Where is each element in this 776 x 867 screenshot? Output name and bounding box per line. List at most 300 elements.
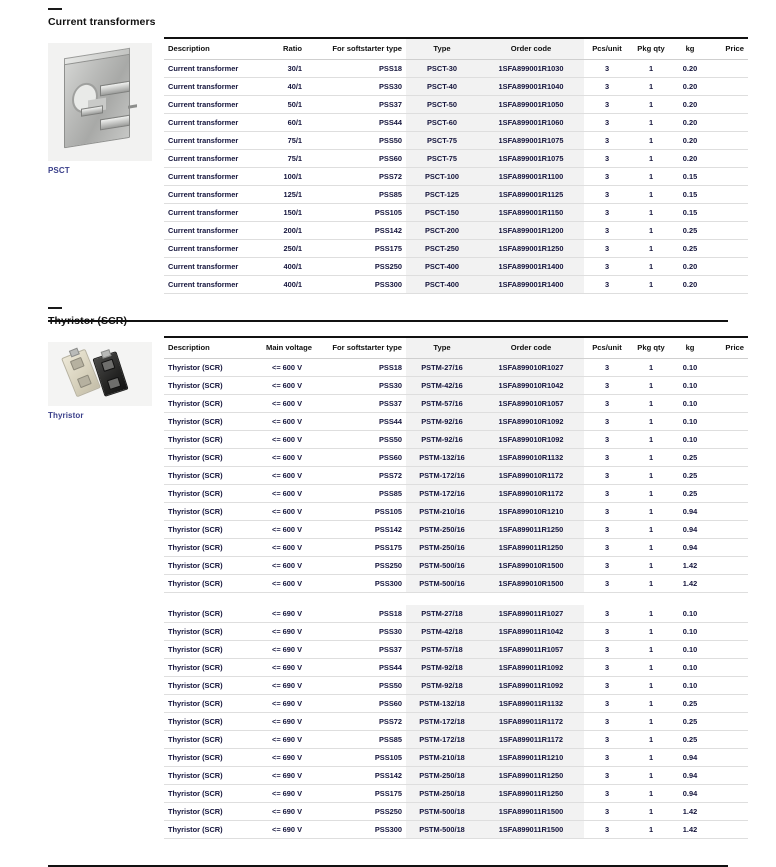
table-row	[164, 748, 748, 766]
cell-order-code: 1SFA899011R1500	[478, 820, 584, 838]
cell-ratio: <= 600 V	[262, 359, 306, 377]
cell-price	[708, 766, 748, 784]
cell-type: PSCT-30	[406, 60, 478, 78]
table-row	[164, 605, 748, 623]
cell-order-code: 1SFA899011R1132	[478, 694, 584, 712]
cell-price	[708, 503, 748, 521]
cell-price	[708, 521, 748, 539]
spacer-cell	[630, 593, 672, 605]
cell-ratio: 150/1	[262, 204, 306, 222]
cell-description: Current transformer	[164, 222, 262, 240]
table-row	[164, 431, 748, 449]
cell-pkg-qty: 1	[630, 575, 672, 593]
cell-pkg-qty: 1	[630, 748, 672, 766]
cell-order-code: 1SFA899001R1400	[478, 258, 584, 276]
table-row	[164, 150, 748, 168]
cell-price	[708, 395, 748, 413]
cell-price	[708, 449, 748, 467]
cell-softstarter-type: PSS85	[306, 730, 406, 748]
cell-softstarter-type: PSS50	[306, 132, 406, 150]
cell-pcs-unit: 3	[584, 395, 630, 413]
cell-pkg-qty: 1	[630, 676, 672, 694]
cell-pkg-qty: 1	[630, 60, 672, 78]
cell-price	[708, 748, 748, 766]
cell-kg: 0.15	[672, 168, 708, 186]
cell-kg: 1.42	[672, 802, 708, 820]
cell-description: Thyristor (SCR)	[164, 413, 262, 431]
cell-ratio: 40/1	[262, 78, 306, 96]
cell-order-code: 1SFA899001R1150	[478, 204, 584, 222]
cell-softstarter-type: PSS18	[306, 359, 406, 377]
cell-pkg-qty: 1	[630, 658, 672, 676]
cell-description: Thyristor (SCR)	[164, 431, 262, 449]
cell-pkg-qty: 1	[630, 132, 672, 150]
cell-pkg-qty: 1	[630, 694, 672, 712]
spacer-cell	[708, 593, 748, 605]
cell-softstarter-type: PSS142	[306, 521, 406, 539]
cell-pkg-qty: 1	[630, 240, 672, 258]
cell-kg: 0.94	[672, 539, 708, 557]
cell-pcs-unit: 3	[584, 766, 630, 784]
cell-description: Thyristor (SCR)	[164, 784, 262, 802]
cell-pkg-qty: 1	[630, 431, 672, 449]
cell-description: Thyristor (SCR)	[164, 766, 262, 784]
cell-ratio: <= 690 V	[262, 820, 306, 838]
table-row	[164, 766, 748, 784]
table-row	[164, 485, 748, 503]
cell-pcs-unit: 3	[584, 276, 630, 294]
cell-kg: 0.20	[672, 96, 708, 114]
cell-pcs-unit: 3	[584, 802, 630, 820]
cell-description: Thyristor (SCR)	[164, 359, 262, 377]
table-row	[164, 658, 748, 676]
cell-description: Current transformer	[164, 96, 262, 114]
cell-kg: 0.20	[672, 276, 708, 294]
cell-price	[708, 605, 748, 623]
table-row	[164, 204, 748, 222]
cell-type: PSCT-100	[406, 168, 478, 186]
thyristor-dark-module-shape	[92, 351, 128, 397]
cell-pcs-unit: 3	[584, 96, 630, 114]
ct-pin-shape	[128, 104, 137, 108]
cell-pkg-qty: 1	[630, 413, 672, 431]
cell-pcs-unit: 3	[584, 132, 630, 150]
cell-price	[708, 730, 748, 748]
cell-kg: 1.42	[672, 820, 708, 838]
section-title: Thyristor (SCR)	[48, 315, 128, 327]
cell-description: Thyristor (SCR)	[164, 467, 262, 485]
cell-order-code: 1SFA899001R1040	[478, 78, 584, 96]
spacer-cell	[306, 593, 406, 605]
table-head	[164, 337, 748, 359]
cell-pcs-unit: 3	[584, 240, 630, 258]
table-row	[164, 276, 748, 294]
table-row	[164, 377, 748, 395]
cell-pkg-qty: 1	[630, 622, 672, 640]
cell-softstarter-type: PSS18	[306, 605, 406, 623]
cell-price	[708, 186, 748, 204]
cell-description: Thyristor (SCR)	[164, 658, 262, 676]
table-row	[164, 60, 748, 78]
table-header-row	[164, 337, 748, 359]
cell-order-code: 1SFA899010R1092	[478, 431, 584, 449]
cell-order-code: 1SFA899010R1027	[478, 359, 584, 377]
section-thyristor-scr	[48, 307, 744, 867]
current-transformer-photo	[48, 43, 152, 161]
table-row	[164, 395, 748, 413]
cell-price	[708, 359, 748, 377]
cell-price	[708, 96, 748, 114]
cell-order-code: 1SFA899010R1172	[478, 485, 584, 503]
cell-description: Thyristor (SCR)	[164, 820, 262, 838]
cell-pkg-qty: 1	[630, 557, 672, 575]
cell-softstarter-type: PSS18	[306, 60, 406, 78]
cell-type: PSCT-50	[406, 96, 478, 114]
cell-description: Thyristor (SCR)	[164, 605, 262, 623]
cell-order-code: 1SFA899001R1075	[478, 132, 584, 150]
cell-pkg-qty: 1	[630, 485, 672, 503]
cell-price	[708, 539, 748, 557]
cell-type: PSCT-40	[406, 78, 478, 96]
cell-softstarter-type: PSS250	[306, 258, 406, 276]
table-wrapper-current-transformers	[164, 37, 744, 302]
cell-pcs-unit: 3	[584, 222, 630, 240]
cell-price	[708, 557, 748, 575]
cell-pcs-unit: 3	[584, 622, 630, 640]
cell-ratio: 400/1	[262, 276, 306, 294]
cell-pkg-qty: 1	[630, 802, 672, 820]
cell-price	[708, 222, 748, 240]
cell-order-code: 1SFA899001R1060	[478, 114, 584, 132]
cell-ratio: 200/1	[262, 222, 306, 240]
table-row	[164, 78, 748, 96]
table-row	[164, 258, 748, 276]
cell-kg: 0.10	[672, 658, 708, 676]
col-header-description: Description	[164, 38, 262, 60]
thyristor-tab-shape	[69, 348, 80, 358]
photo-caption: Thyristor	[48, 411, 84, 420]
table-row	[164, 96, 748, 114]
table-row	[164, 575, 748, 593]
cell-kg: 0.20	[672, 78, 708, 96]
product-photo-column	[48, 43, 152, 175]
cell-ratio: 250/1	[262, 240, 306, 258]
table-row	[164, 413, 748, 431]
cell-softstarter-type: PSS50	[306, 431, 406, 449]
cell-ratio: 125/1	[262, 186, 306, 204]
cell-price	[708, 431, 748, 449]
cell-type: PSCT-60	[406, 114, 478, 132]
cell-pcs-unit: 3	[584, 784, 630, 802]
cell-kg: 0.10	[672, 676, 708, 694]
cell-softstarter-type: PSS85	[306, 485, 406, 503]
cell-pcs-unit: 3	[584, 503, 630, 521]
cell-pcs-unit: 3	[584, 186, 630, 204]
col-header-order-code: Order code	[478, 38, 584, 60]
cell-pkg-qty: 1	[630, 168, 672, 186]
spacer-cell	[406, 593, 478, 605]
cell-description: Current transformer	[164, 78, 262, 96]
col-header-softstarter-type: For softstarter type	[306, 337, 406, 359]
cell-ratio: <= 600 V	[262, 467, 306, 485]
cell-pcs-unit: 3	[584, 820, 630, 838]
col-header-price: Price	[708, 337, 748, 359]
cell-kg: 0.25	[672, 694, 708, 712]
cell-pcs-unit: 3	[584, 730, 630, 748]
cell-softstarter-type: PSS175	[306, 539, 406, 557]
cell-type: PSCT-200	[406, 222, 478, 240]
cell-order-code: 1SFA899011R1250	[478, 539, 584, 557]
cell-pkg-qty: 1	[630, 784, 672, 802]
col-header-kg: kg	[672, 38, 708, 60]
col-header-price: Price	[708, 38, 748, 60]
cell-description: Thyristor (SCR)	[164, 748, 262, 766]
cell-order-code: 1SFA899001R1400	[478, 276, 584, 294]
cell-pcs-unit: 3	[584, 521, 630, 539]
cell-type: PSTM-92/16	[406, 413, 478, 431]
cell-type: PSTM-57/16	[406, 395, 478, 413]
cell-ratio: 400/1	[262, 258, 306, 276]
cell-kg: 0.25	[672, 730, 708, 748]
photo-caption: PSCT	[48, 166, 70, 175]
cell-type: PSTM-210/16	[406, 503, 478, 521]
cell-ratio: <= 690 V	[262, 766, 306, 784]
cell-kg: 1.42	[672, 575, 708, 593]
cell-kg: 0.10	[672, 622, 708, 640]
cell-ratio: 60/1	[262, 114, 306, 132]
cell-order-code: 1SFA899001R1125	[478, 186, 584, 204]
thyristor-tab-shape	[101, 349, 112, 358]
cell-pkg-qty: 1	[630, 766, 672, 784]
cell-price	[708, 712, 748, 730]
cell-ratio: <= 600 V	[262, 575, 306, 593]
cell-order-code: 1SFA899011R1027	[478, 605, 584, 623]
table-row	[164, 359, 748, 377]
cell-type: PSTM-250/18	[406, 766, 478, 784]
cell-pcs-unit: 3	[584, 467, 630, 485]
cell-ratio: <= 690 V	[262, 784, 306, 802]
cell-ratio: 75/1	[262, 150, 306, 168]
cell-type: PSCT-150	[406, 204, 478, 222]
section-body	[48, 37, 744, 302]
product-table-current-transformers	[164, 37, 748, 294]
cell-kg: 0.10	[672, 359, 708, 377]
cell-pcs-unit: 3	[584, 640, 630, 658]
cell-pkg-qty: 1	[630, 605, 672, 623]
cell-description: Current transformer	[164, 276, 262, 294]
cell-description: Current transformer	[164, 240, 262, 258]
cell-type: PSCT-250	[406, 240, 478, 258]
cell-ratio: <= 690 V	[262, 694, 306, 712]
cell-type: PSTM-27/18	[406, 605, 478, 623]
table-row	[164, 521, 748, 539]
cell-softstarter-type: PSS30	[306, 377, 406, 395]
cell-ratio: <= 600 V	[262, 395, 306, 413]
cell-price	[708, 114, 748, 132]
cell-kg: 0.10	[672, 431, 708, 449]
cell-type: PSCT-400	[406, 258, 478, 276]
cell-order-code: 1SFA899010R1500	[478, 575, 584, 593]
cell-description: Current transformer	[164, 258, 262, 276]
cell-pkg-qty: 1	[630, 712, 672, 730]
cell-description: Current transformer	[164, 150, 262, 168]
cell-kg: 0.94	[672, 784, 708, 802]
cell-ratio: <= 690 V	[262, 730, 306, 748]
cell-kg: 0.94	[672, 503, 708, 521]
col-header-pcs-unit: Pcs/unit	[584, 38, 630, 60]
cell-type: PSTM-250/16	[406, 539, 478, 557]
cell-kg: 0.10	[672, 395, 708, 413]
cell-type: PSCT-125	[406, 186, 478, 204]
cell-pkg-qty: 1	[630, 539, 672, 557]
col-header-main-voltage: Main voltage	[262, 337, 306, 359]
cell-softstarter-type: PSS105	[306, 204, 406, 222]
table-row	[164, 449, 748, 467]
cell-pkg-qty: 1	[630, 359, 672, 377]
cell-order-code: 1SFA899011R1250	[478, 766, 584, 784]
cell-pkg-qty: 1	[630, 503, 672, 521]
thyristor-light-module-shape	[61, 349, 101, 398]
cell-softstarter-type: PSS72	[306, 467, 406, 485]
cell-softstarter-type: PSS60	[306, 150, 406, 168]
cell-order-code: 1SFA899010R1210	[478, 503, 584, 521]
cell-softstarter-type: PSS105	[306, 748, 406, 766]
cell-description: Thyristor (SCR)	[164, 503, 262, 521]
cell-order-code: 1SFA899001R1100	[478, 168, 584, 186]
cell-ratio: <= 600 V	[262, 503, 306, 521]
cell-description: Current transformer	[164, 132, 262, 150]
cell-ratio: 100/1	[262, 168, 306, 186]
cell-order-code: 1SFA899001R1075	[478, 150, 584, 168]
cell-ratio: <= 690 V	[262, 802, 306, 820]
cell-ratio: <= 690 V	[262, 748, 306, 766]
cell-pcs-unit: 3	[584, 204, 630, 222]
cell-description: Thyristor (SCR)	[164, 539, 262, 557]
cell-order-code: 1SFA899010R1057	[478, 395, 584, 413]
cell-softstarter-type: PSS72	[306, 712, 406, 730]
cell-softstarter-type: PSS37	[306, 96, 406, 114]
cell-kg: 0.25	[672, 485, 708, 503]
col-header-order-code: Order code	[478, 337, 584, 359]
cell-softstarter-type: PSS30	[306, 78, 406, 96]
cell-pkg-qty: 1	[630, 186, 672, 204]
cell-description: Current transformer	[164, 114, 262, 132]
spacer-cell	[262, 593, 306, 605]
cell-pcs-unit: 3	[584, 168, 630, 186]
cell-kg: 0.20	[672, 60, 708, 78]
cell-ratio: 75/1	[262, 132, 306, 150]
table-row	[164, 802, 748, 820]
cell-pcs-unit: 3	[584, 557, 630, 575]
cell-price	[708, 150, 748, 168]
cell-order-code: 1SFA899011R1250	[478, 521, 584, 539]
table-row	[164, 622, 748, 640]
table-row	[164, 539, 748, 557]
cell-type: PSTM-42/18	[406, 622, 478, 640]
col-header-description: Description	[164, 337, 262, 359]
table-row	[164, 784, 748, 802]
cell-price	[708, 276, 748, 294]
cell-price	[708, 78, 748, 96]
cell-pcs-unit: 3	[584, 485, 630, 503]
cell-description: Thyristor (SCR)	[164, 712, 262, 730]
cell-type: PSCT-75	[406, 150, 478, 168]
cell-price	[708, 467, 748, 485]
cell-type: PSTM-42/16	[406, 377, 478, 395]
cell-type: PSTM-500/16	[406, 557, 478, 575]
cell-type: PSTM-172/18	[406, 730, 478, 748]
cell-order-code: 1SFA899001R1200	[478, 222, 584, 240]
cell-ratio: <= 600 V	[262, 539, 306, 557]
cell-softstarter-type: PSS60	[306, 449, 406, 467]
cell-pkg-qty: 1	[630, 730, 672, 748]
col-header-pkg-qty: Pkg qty	[630, 38, 672, 60]
cell-kg: 0.15	[672, 204, 708, 222]
cell-description: Thyristor (SCR)	[164, 640, 262, 658]
table-wrapper-thyristor	[164, 336, 744, 847]
cell-pcs-unit: 3	[584, 431, 630, 449]
cell-pkg-qty: 1	[630, 150, 672, 168]
cell-kg: 0.20	[672, 258, 708, 276]
cell-price	[708, 694, 748, 712]
cell-type: PSTM-92/18	[406, 658, 478, 676]
table-row	[164, 820, 748, 838]
cell-pkg-qty: 1	[630, 640, 672, 658]
cell-pkg-qty: 1	[630, 377, 672, 395]
cell-ratio: 50/1	[262, 96, 306, 114]
cell-softstarter-type: PSS175	[306, 784, 406, 802]
cell-pcs-unit: 3	[584, 114, 630, 132]
cell-order-code: 1SFA899001R1050	[478, 96, 584, 114]
cell-order-code: 1SFA899010R1042	[478, 377, 584, 395]
cell-softstarter-type: PSS175	[306, 240, 406, 258]
cell-softstarter-type: PSS44	[306, 658, 406, 676]
table-row	[164, 640, 748, 658]
cell-softstarter-type: PSS72	[306, 168, 406, 186]
table-row	[164, 222, 748, 240]
cell-ratio: <= 600 V	[262, 557, 306, 575]
cell-order-code: 1SFA899001R1030	[478, 60, 584, 78]
section-current-transformers	[48, 8, 744, 322]
cell-pcs-unit: 3	[584, 575, 630, 593]
cell-pcs-unit: 3	[584, 748, 630, 766]
cell-softstarter-type: PSS50	[306, 676, 406, 694]
cell-type: PSTM-27/16	[406, 359, 478, 377]
cell-price	[708, 413, 748, 431]
table-row	[164, 503, 748, 521]
col-header-ratio: Ratio	[262, 38, 306, 60]
cell-pcs-unit: 3	[584, 449, 630, 467]
cell-description: Thyristor (SCR)	[164, 395, 262, 413]
cell-type: PSTM-500/16	[406, 575, 478, 593]
cell-pcs-unit: 3	[584, 60, 630, 78]
spacer-cell	[164, 593, 262, 605]
cell-pcs-unit: 3	[584, 712, 630, 730]
table-row	[164, 168, 748, 186]
cell-softstarter-type: PSS250	[306, 802, 406, 820]
cell-description: Thyristor (SCR)	[164, 694, 262, 712]
cell-type: PSTM-132/16	[406, 449, 478, 467]
cell-kg: 0.20	[672, 150, 708, 168]
cell-pcs-unit: 3	[584, 676, 630, 694]
cell-price	[708, 258, 748, 276]
cell-price	[708, 132, 748, 150]
cell-pkg-qty: 1	[630, 222, 672, 240]
cell-type: PSTM-500/18	[406, 802, 478, 820]
cell-order-code: 1SFA899010R1500	[478, 557, 584, 575]
cell-order-code: 1SFA899011R1172	[478, 712, 584, 730]
cell-ratio: <= 690 V	[262, 676, 306, 694]
